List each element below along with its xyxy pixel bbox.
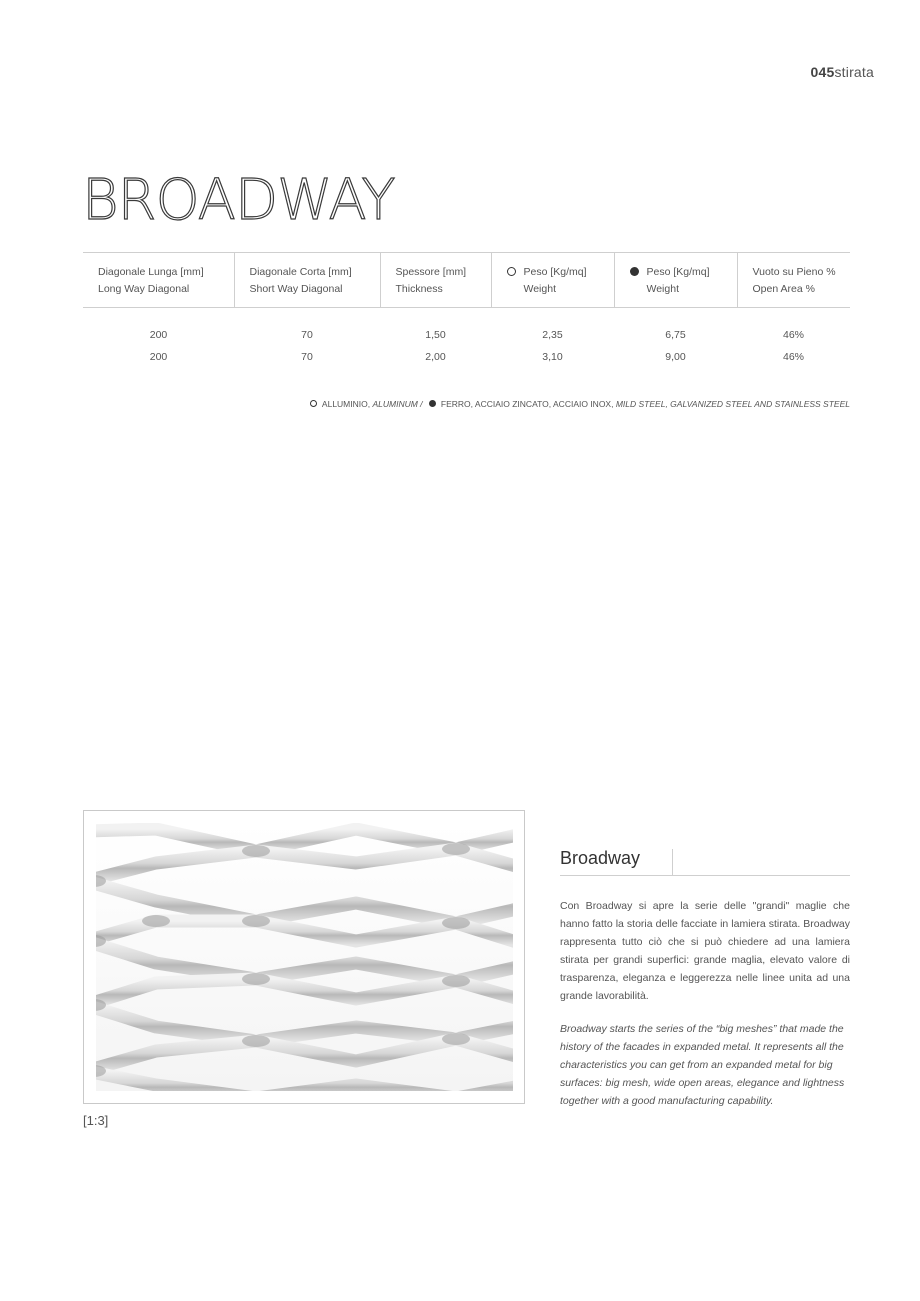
col-label-it-text: Peso [Kg/mq] [646, 266, 710, 278]
cell-short-diagonal: 70 [301, 328, 313, 341]
col-short-diagonal [234, 253, 380, 308]
section-name: stirata [834, 64, 874, 80]
spec-table [83, 252, 850, 368]
description-title: Broadway [560, 848, 641, 868]
cell-long-diagonal: 200 [149, 350, 168, 363]
cell-open-area: 46% [782, 328, 804, 341]
col-label-en: Short Way Diagonal [249, 283, 343, 295]
col-label-it: Spessore [mm] [395, 266, 467, 278]
legend-aluminium-en: ALUMINUM / [372, 399, 423, 409]
col-label-it-text: Peso [Kg/mq] [523, 266, 587, 278]
title-divider [672, 849, 673, 875]
cell-short-diagonal: 70 [301, 350, 313, 363]
material-legend [310, 399, 850, 409]
product-title [82, 168, 395, 233]
cell-weight-steel: 9,00 [665, 350, 686, 363]
cell-weight-steel: 6,75 [665, 328, 686, 341]
cell-thickness: 1,50 [425, 328, 446, 341]
open-circle-icon [507, 267, 516, 276]
expanded-metal-mesh-image [96, 823, 513, 1091]
col-label-it: Vuoto su Pieno % [752, 266, 836, 278]
title-rule [560, 875, 850, 876]
page-number [811, 64, 875, 80]
spec-table-header [83, 253, 850, 308]
page-number-value: 045 [810, 64, 835, 80]
cell-thickness: 2,00 [425, 350, 446, 363]
mesh-photo-frame [83, 810, 525, 1104]
product-title-text: BROADWAY [82, 168, 395, 233]
cell-weight-aluminium: 2,35 [542, 328, 563, 341]
col-label-en: Open Area % [752, 283, 815, 295]
filled-circle-icon [630, 267, 639, 276]
filled-circle-icon [429, 400, 436, 407]
col-open-area [737, 253, 850, 308]
description-italian: Con Broadway si apre la serie delle "grandi" maglie che hanno fatto la storia delle facciate in lamiera stirata. Broadway rappresenta tutto ciò che si può chiedere ad una lamiera stirata per grandi superfici: grande maglia, elevato valore di trasparenza, eleganza e leggerezza nelle linee unita ad una grande lavorabilità. [560, 900, 850, 1002]
col-thickness [380, 253, 491, 308]
col-label-en: Thickness [395, 283, 443, 295]
cell-long-diagonal: 200 [149, 328, 168, 341]
col-label-it: Diagonale Corta [mm] [249, 266, 352, 278]
table-row [83, 346, 850, 368]
col-weight-steel [614, 253, 737, 308]
col-long-diagonal [83, 253, 234, 308]
cell-weight-aluminium: 3,10 [542, 350, 563, 363]
col-label-en: Long Way Diagonal [98, 283, 190, 295]
table-row [83, 308, 850, 346]
legend-steel-it: FERRO, ACCIAIO ZINCATO, ACCIAIO INOX, [440, 399, 614, 409]
col-weight-aluminium [491, 253, 614, 308]
legend-aluminium-it: ALLUMINIO, [321, 399, 371, 409]
col-label-it: Diagonale Lunga [mm] [98, 266, 204, 278]
col-label-it [507, 264, 614, 281]
description-english: Broadway starts the series of the “big meshes” that made the history of the facades in expanded metal. It represents all the characteristics you can get from an expanded metal for big surfaces: big mesh, wide open areas, elegance and lightness together with a good manufacturing capability. [560, 1023, 845, 1107]
cell-open-area: 46% [782, 350, 804, 363]
open-circle-icon [310, 400, 317, 407]
image-scale: [1:3] [83, 1113, 109, 1128]
col-label-it [630, 264, 737, 281]
col-label-en: Weight [523, 283, 556, 295]
legend-steel-en: MILD STEEL, GALVANIZED STEEL AND STAINLESS STEEL [615, 399, 850, 409]
col-label-en: Weight [646, 283, 679, 295]
